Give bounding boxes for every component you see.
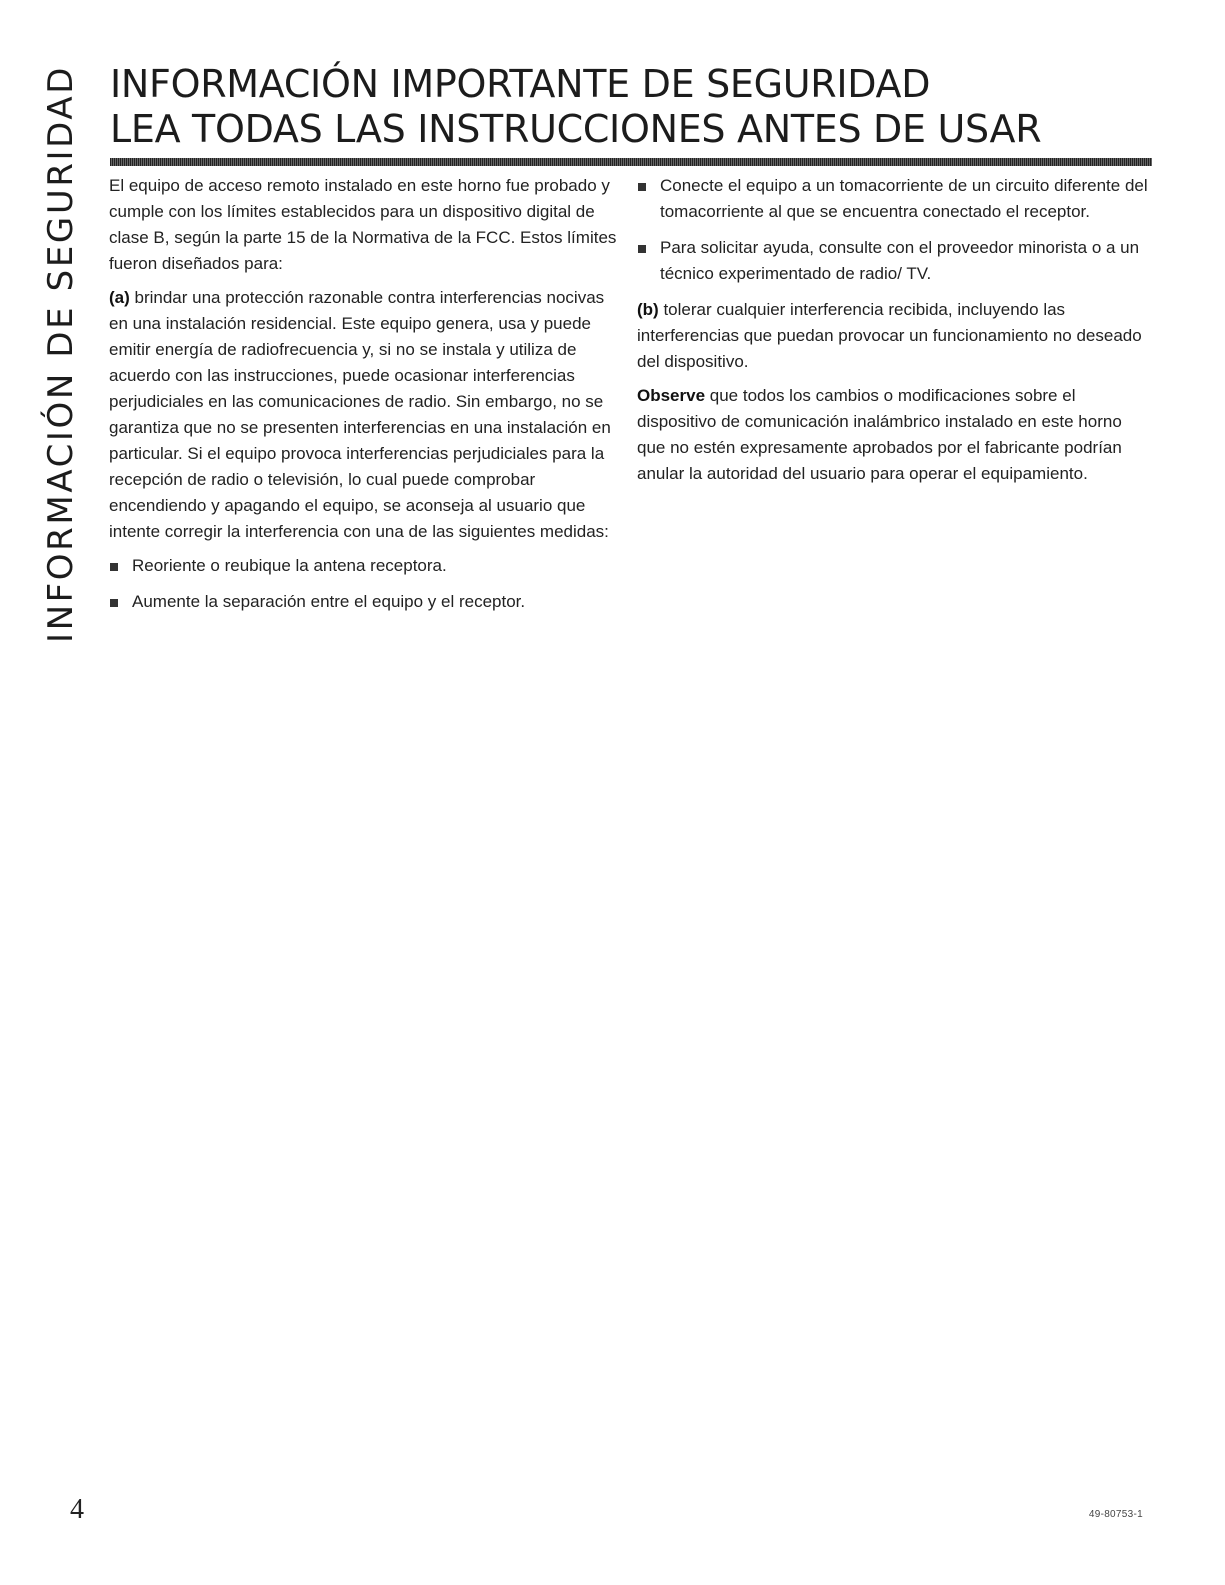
page-header — [110, 62, 1152, 166]
item-a-text: brindar una protección razonable contra interferencias nocivas en una instalación residencial. Este equipo genera, usa y puede emitir energía de radiofrecuencia y, si no se instala y utiliza de acuerdo con las instrucciones, puede ocasionar interferencias perjudiciales en las comunicaciones de radio. Sin embargo, no se garantiza que no se presenten interferencias en una instalación en particular. Si el equipo provoca interferencias perjudiciales para la recepción de radio o televisión, lo cual puede comprobar encendiendo y apagando el equipo, se aconseja al usuario que intente corregir la interferencia con una de las siguientes medidas: — [109, 288, 611, 541]
document-code: 49-80753-1 — [1088, 1509, 1143, 1520]
item-a-paragraph — [109, 285, 619, 545]
list-item: Reoriente o reubique la antena receptora. — [109, 553, 619, 579]
header-rule — [110, 158, 1152, 166]
list-item: Aumente la separación entre el equipo y el receptor. — [109, 589, 619, 615]
item-b-label: (b) — [637, 300, 659, 319]
header-title-line-2: LEA TODAS LAS INSTRUCCIONES ANTES DE USAR — [110, 107, 1042, 151]
intro-paragraph: El equipo de acceso remoto instalado en este horno fue probado y cumple con los límites establecidos para un dispositivo digital de clase B, según la parte 15 de la Normativa de la FCC. Estos límites fueron diseñados para: — [109, 176, 617, 273]
item-b-text: tolerar cualquier interferencia recibida, incluyendo las interferencias que puedan provocar un funcionamiento no deseado del dispositivo. — [637, 300, 1142, 371]
list-item: Para solicitar ayuda, consulte con el proveedor minorista o a un técnico experimentado de radio/ TV. — [637, 235, 1152, 287]
side-section-title — [36, 64, 86, 644]
page-number: 4 — [70, 1494, 84, 1525]
right-column — [637, 173, 1152, 495]
side-section-title-text: INFORMACIÓN DE SEGURIDAD — [41, 64, 81, 644]
note-text: que todos los cambios o modificaciones sobre el dispositivo de comunicación inalámbrico instalado en este horno que no estén expresamente aprobados por el fabricante podrían anular la autoridad del usuario para operar el equipamiento. — [637, 386, 1122, 483]
left-column — [109, 173, 619, 625]
item-b-paragraph — [637, 297, 1152, 375]
list-item: Conecte el equipo a un tomacorriente de un circuito diferente del tomacorriente al que se encuentra conectado el receptor. — [637, 173, 1152, 225]
header-title-line-1: INFORMACIÓN IMPORTANTE DE SEGURIDAD — [110, 62, 931, 106]
note-label: Observe — [637, 386, 706, 405]
item-a-label: (a) — [109, 288, 130, 307]
note-paragraph — [637, 383, 1152, 487]
